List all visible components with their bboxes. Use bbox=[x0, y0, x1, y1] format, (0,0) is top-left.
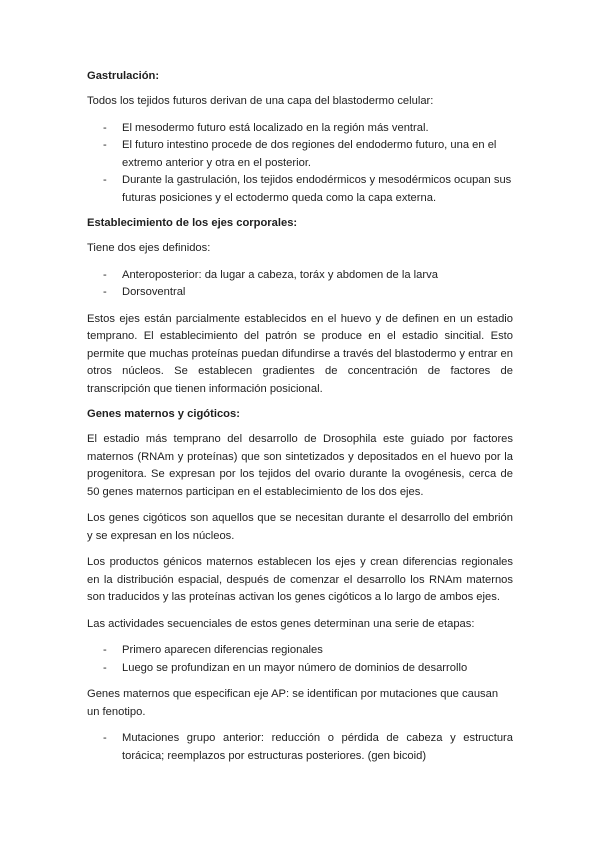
list-item: - Luego se profundizan en un mayor número de dominios de desarrollo bbox=[103, 661, 468, 674]
ejes-intro: Tiene dos ejes definidos: bbox=[87, 242, 211, 254]
ejes-paragraph: Estos ejes están parcialmente establecidos en el huevo y de definen en un estadio temprano. El establecimiento del patrón se produce en el estadio sincitial. Esto permite que muchas proteínas puedan difundirse a través del blastodermo y entrar en otros núcleos. Se establecen gradientes de concentración de factores de transcripción que tienen información posicional. bbox=[87, 312, 513, 395]
heading-ejes: Establecimiento de los ejes corporales: bbox=[87, 217, 298, 229]
genes-list bbox=[87, 642, 513, 677]
heading-genes: Genes maternos y cigóticos: bbox=[87, 408, 240, 420]
list-item: - Durante la gastrulación, los tejidos endodérmicos y mesodérmicos ocupan sus futuras posiciones y el ectodermo queda como la capa externa. bbox=[103, 174, 512, 204]
list-item: - Primero aparecen diferencias regionales bbox=[103, 644, 323, 656]
list-item: - Mutaciones grupo anterior: reducción o pérdida de cabeza y estructura torácica; reemplazos por estructuras posteriores. (gen bicoid) bbox=[103, 732, 513, 762]
genes-paragraph-2: Los genes cigóticos son aquellos que se necesitan durante el desarrollo del embrión y se expresan en los núcleos. bbox=[87, 512, 513, 542]
gastrulacion-list bbox=[87, 120, 513, 208]
gastrulacion-intro: Todos los tejidos futuros derivan de una capa del blastodermo celular: bbox=[87, 95, 434, 107]
heading-gastrulacion: Gastrulación: bbox=[87, 70, 160, 82]
ap-list bbox=[87, 730, 513, 765]
ejes-list bbox=[87, 267, 513, 302]
list-item: - Dorsoventral bbox=[103, 286, 186, 298]
genes-paragraph-4: Las actividades secuenciales de estos genes determinan una serie de etapas: bbox=[87, 617, 475, 630]
list-item: - Anteroposterior: da lugar a cabeza, toráx y abdomen de la larva bbox=[103, 268, 438, 281]
genes-paragraph-1: El estadio más temprano del desarrollo de Drosophila este guiado por factores maternos (RNAm y proteínas) que son sintetizados y depositados en el huevo por la progenitora. Se expresan por los tejidos del ovario durante la ovogénesis, cerca de 50 genes maternos participan en el establecimiento de los dos ejes. bbox=[87, 433, 513, 498]
genes-paragraph-3: Los productos génicos maternos establecen los ejes y crean diferencias regionales en la distribución espacial, después de comenzar el desarrollo los RNAm maternos son traducidos y las proteínas activan los genes cigóticos a lo largo de ambos ejes. bbox=[87, 556, 513, 603]
list-item: - El futuro intestino procede de dos regiones del endodermo futuro, una en el extremo anterior y otra en el posterior. bbox=[103, 139, 497, 169]
list-item: - El mesodermo futuro está localizado en la región más ventral. bbox=[103, 121, 429, 134]
ap-paragraph: Genes maternos que especifican eje AP: se identifican por mutaciones que causan un fenotipo. bbox=[87, 688, 499, 718]
